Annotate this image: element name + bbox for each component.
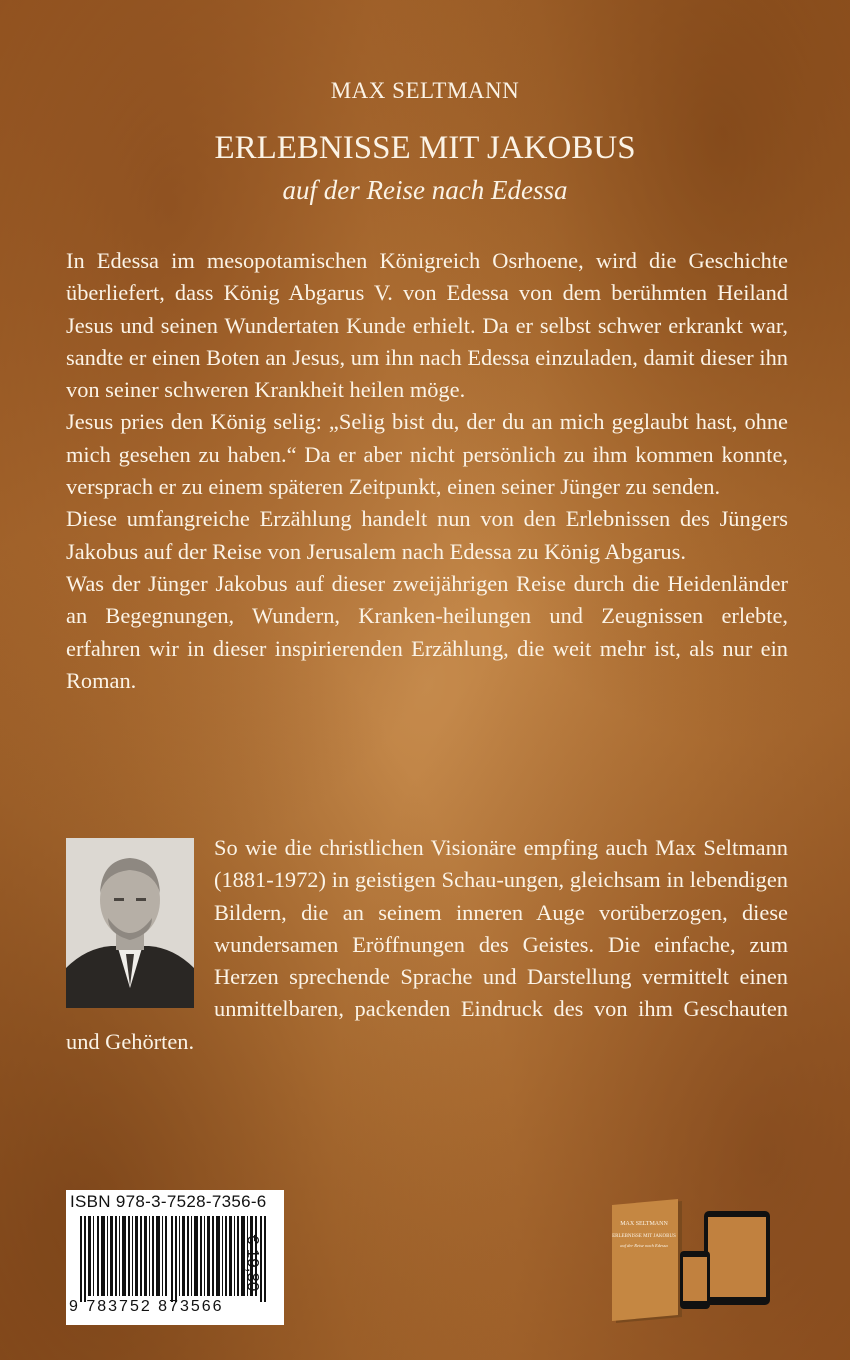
portrait-icon (66, 838, 194, 1008)
author-name: MAX SELTMANN (330, 78, 520, 103)
mockup-title: ERLEBNISSE MIT JAKOBUS (612, 1234, 676, 1239)
blurb-paragraph: In Edessa im mesopotamischen Königreich Osrhoene, wird die Geschichte überliefert, dass König Abgarus V. von Edessa von dem berühmten Heiland Jesus und seinen Wundertaten Kunde erhielt. Da er selbst schwer erkrankt war, sandte er einen Boten an Jesus, um ihn nach Edessa einzuladen, damit dieser ihn von seiner schweren Krankheit heilen möge. (66, 248, 788, 403)
isbn-label: ISBN 978-3-7528-7356-6 (70, 1192, 267, 1211)
blurb (66, 245, 788, 697)
blurb-paragraph: Diese umfangreiche Erzählung handelt nun von den Erlebnissen des Jüngers Jakobus auf der Reise von Jerusalem nach Edessa zu König Abgarus. (66, 506, 788, 564)
author-photo (66, 838, 194, 1008)
book-subtitle: auf der Reise nach Edessa (282, 175, 568, 205)
author-bio (66, 832, 788, 1058)
blurb-paragraph: Jesus pries den König selig: „Selig bist du, der du an mich geglaubt hast, ohne mich gesehen zu haben.“ Da er aber nicht persönlich zu ihm kommen konnte, versprach er zu einem späteren Zeitpunkt, einen seiner Jünger zu senden. (66, 409, 788, 500)
mockup-subtitle: auf der Reise nach Edessa (620, 1243, 668, 1248)
price-text: € 19,80 (243, 1234, 263, 1292)
barcode-digits: 9 783752 873566 (69, 1298, 224, 1315)
bio-text: So wie die christlichen Visionäre empfing auch Max Seltmann (1881-1972) in geistigen Schau-ungen, gleichsam in lebendigen Bildern, die an seinem inneren Auge vorüberzogen, diese wundersamen Eröffnungen des Geistes. Die einfache, zum Herzen sprechende Sprache und Darstellung vermittelt einen unmittelbaren, packenden Eindruck des von ihm Geschauten und Gehörten. (66, 835, 788, 1054)
blurb-paragraph: Was der Jünger Jakobus auf dieser zweijährigen Reise durch die Heidenländer an Begegnungen, Wundern, Kranken-heilungen und Zeugnissen erlebte, erfahren wir in dieser inspirierenden Erzählung, die weit mehr ist, als nur ein Roman. (66, 570, 788, 693)
price-label (243, 1213, 293, 1323)
mockup-author: MAX SELTMANN (620, 1221, 668, 1227)
book-device-mockup-icon (604, 1195, 774, 1325)
book-title: ERLEBNISSE MIT JAKOBUS (214, 130, 636, 166)
